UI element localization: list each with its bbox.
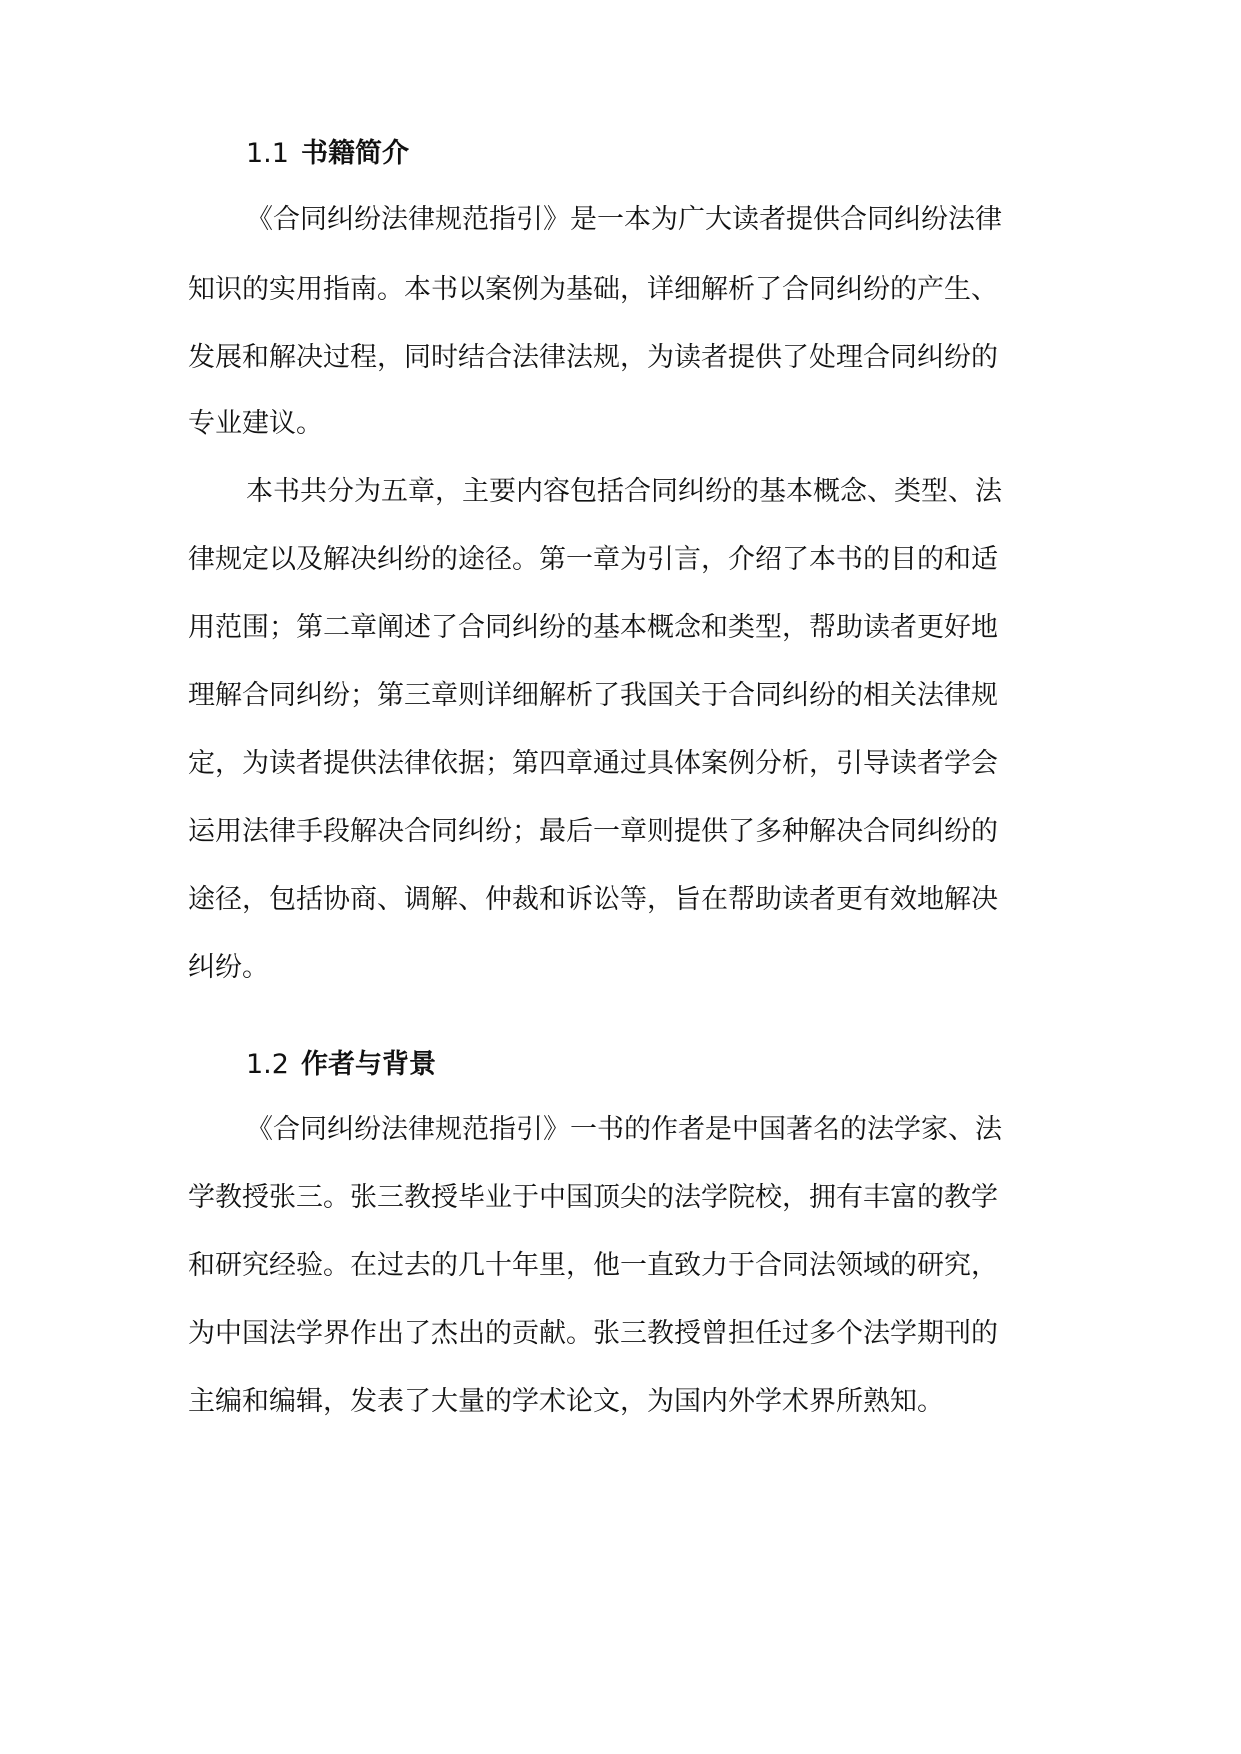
paragraph-line: 定，为读者提供法律依据；第四章通过具体案例分析，引导读者学会 — [188, 748, 998, 779]
paragraph-line: 学教授张三。张三教授毕业于中国顶尖的法学院校，拥有丰富的教学 — [188, 1182, 998, 1213]
paragraph-line: 为中国法学界作出了杰出的贡献。张三教授曾担任过多个法学期刊的 — [188, 1318, 998, 1349]
section-title: 作者与背景 — [300, 1049, 436, 1080]
paragraph-line: 律规定以及解决纠纷的途径。第一章为引言，介绍了本书的目的和适 — [188, 544, 998, 575]
paragraph-line: 本书共分为五章，主要内容包括合同纠纷的基本概念、类型、法 — [246, 476, 1002, 507]
paragraph-line: 知识的实用指南。本书以案例为基础，详细解析了合同纠纷的产生、 — [188, 274, 998, 305]
paragraph-line: 和研究经验。在过去的几十年里，他一直致力于合同法领域的研究， — [188, 1250, 998, 1281]
section-number: 1.2 — [246, 1049, 289, 1080]
section-heading-1-1 — [246, 134, 409, 174]
paragraph-line: 主编和编辑，发表了大量的学术论文，为国内外学术界所熟知。 — [188, 1386, 944, 1417]
paragraph-line: 途径，包括协商、调解、仲裁和诉讼等，旨在帮助读者更有效地解决 — [188, 884, 998, 915]
paragraph-line: 运用法律手段解决合同纠纷；最后一章则提供了多种解决合同纠纷的 — [188, 816, 998, 847]
paragraph-line: 《合同纠纷法律规范指引》一书的作者是中国著名的法学家、法 — [246, 1114, 1002, 1145]
section-title: 书籍简介 — [300, 138, 409, 169]
paragraph-line: 理解合同纠纷；第三章则详细解析了我国关于合同纠纷的相关法律规 — [188, 680, 998, 711]
paragraph-line: 纠纷。 — [188, 952, 269, 983]
section-number: 1.1 — [246, 138, 289, 169]
paragraph-line: 《合同纠纷法律规范指引》是一本为广大读者提供合同纠纷法律 — [246, 204, 1002, 235]
paragraph-line: 发展和解决过程，同时结合法律法规，为读者提供了处理合同纠纷的 — [188, 342, 998, 373]
section-heading-1-2 — [246, 1045, 436, 1085]
paragraph-line: 用范围；第二章阐述了合同纠纷的基本概念和类型，帮助读者更好地 — [188, 612, 998, 643]
paragraph-line: 专业建议。 — [188, 408, 323, 439]
